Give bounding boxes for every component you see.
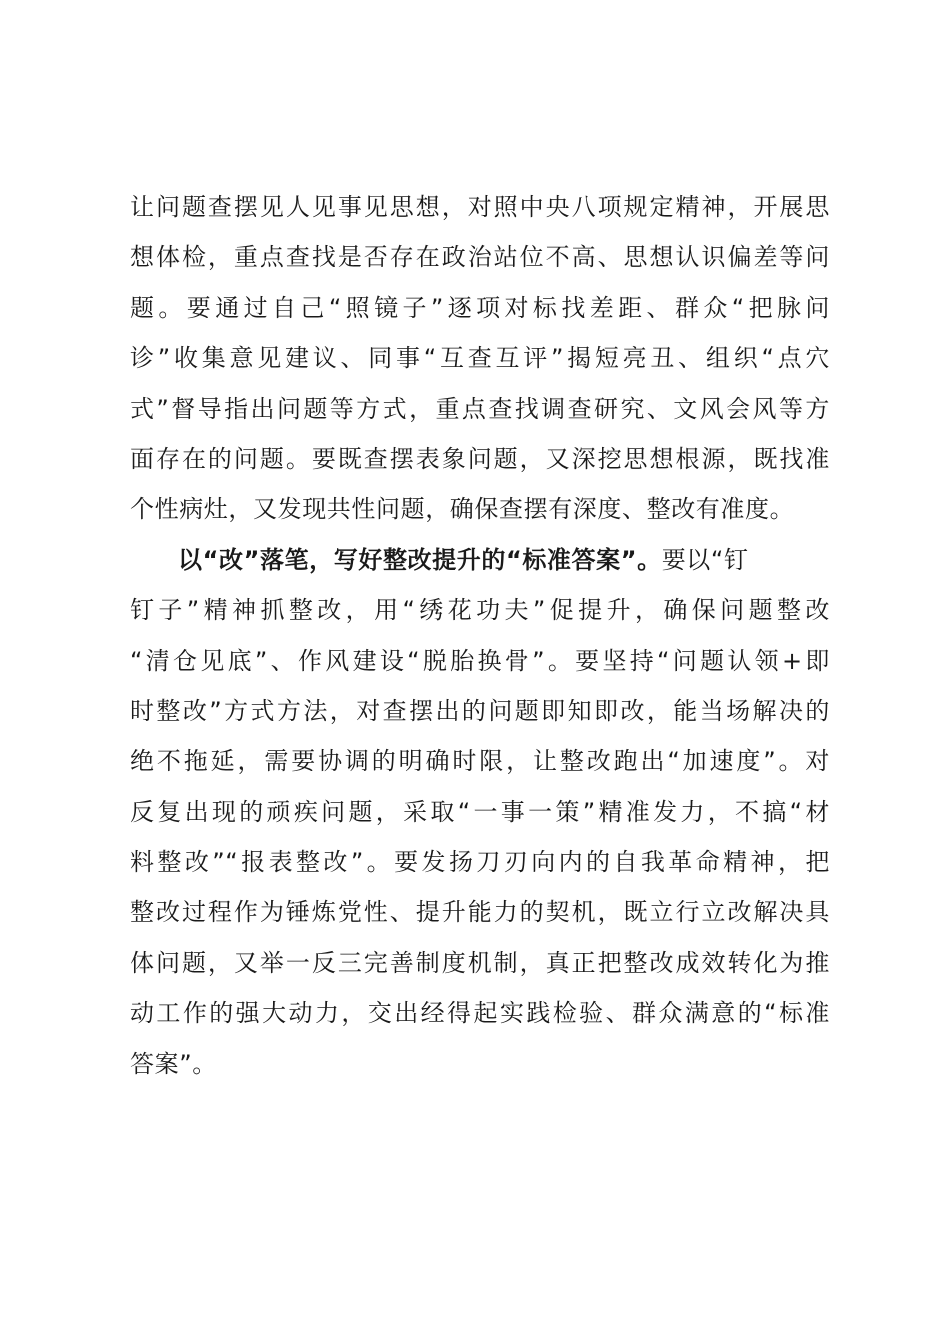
document-body — [130, 182, 830, 1089]
paragraph-2-first-line-rest: 要以“钉 — [661, 545, 749, 574]
paragraph-2-line: 反复出现的顽疾问题，采取“一事一策”精准发力，不搞“材 — [130, 797, 830, 826]
paragraph-2-line: 钉子”精神抓整改，用“绣花功夫”促提升，确保问题整改 — [130, 596, 830, 625]
paragraph-1-line: 题。要通过自己“照镜子”逐项对标找差距、群众“把脉问 — [130, 293, 830, 322]
paragraph-1-line: 让问题查摆见人见事见思想，对照中央八项规定精神，开展思 — [130, 193, 830, 221]
paragraph-2-line: 料整改”“报表整改”。要发扬刀刃向内的自我革命精神，把 — [130, 848, 830, 877]
paragraph-1-line: 想体检，重点查找是否存在政治站位不高、思想认识偏差等问 — [130, 243, 830, 272]
paragraph-1 — [130, 182, 830, 535]
paragraph-2 — [130, 535, 830, 1089]
paragraph-2-line: 动工作的强大动力，交出经得起实践检验、群众满意的“标准 — [130, 999, 830, 1028]
paragraph-2-line: 时整改”方式方法，对查摆出的问题即知即改，能当场解决的 — [130, 696, 830, 725]
paragraph-2-heading: 以“改”落笔，写好整改提升的“标准答案”。 — [178, 545, 662, 574]
paragraph-1-line: 诊”收集意见建议、同事“互查互评”揭短亮丑、组织“点穴 — [130, 344, 830, 373]
paragraph-2-line: 绝不拖延，需要协调的明确时限，让整改跑出“加速度”。对 — [130, 747, 830, 776]
paragraph-2-first-line — [130, 535, 830, 585]
paragraph-1-line: 式”督导指出问题等方式，重点查找调查研究、文风会风等方 — [130, 394, 830, 423]
paragraph-1-line: 个性病灶，又发现共性问题，确保查摆有深度、整改有准度。 — [130, 495, 795, 524]
paragraph-1-line: 面存在的问题。要既查摆表象问题，又深挖思想根源，既找准 — [130, 444, 830, 473]
paragraph-2-line: “清仓见底”、作风建设“脱胎换骨”。要坚持“问题认领+即 — [130, 646, 830, 675]
paragraph-2-line: 体问题，又举一反三完善制度机制，真正把整改成效转化为推 — [130, 948, 830, 977]
paragraph-2-line: 整改过程作为锤炼党性、提升能力的契机，既立行立改解决具 — [130, 898, 830, 927]
paragraph-2-line: 答案”。 — [130, 1049, 217, 1078]
